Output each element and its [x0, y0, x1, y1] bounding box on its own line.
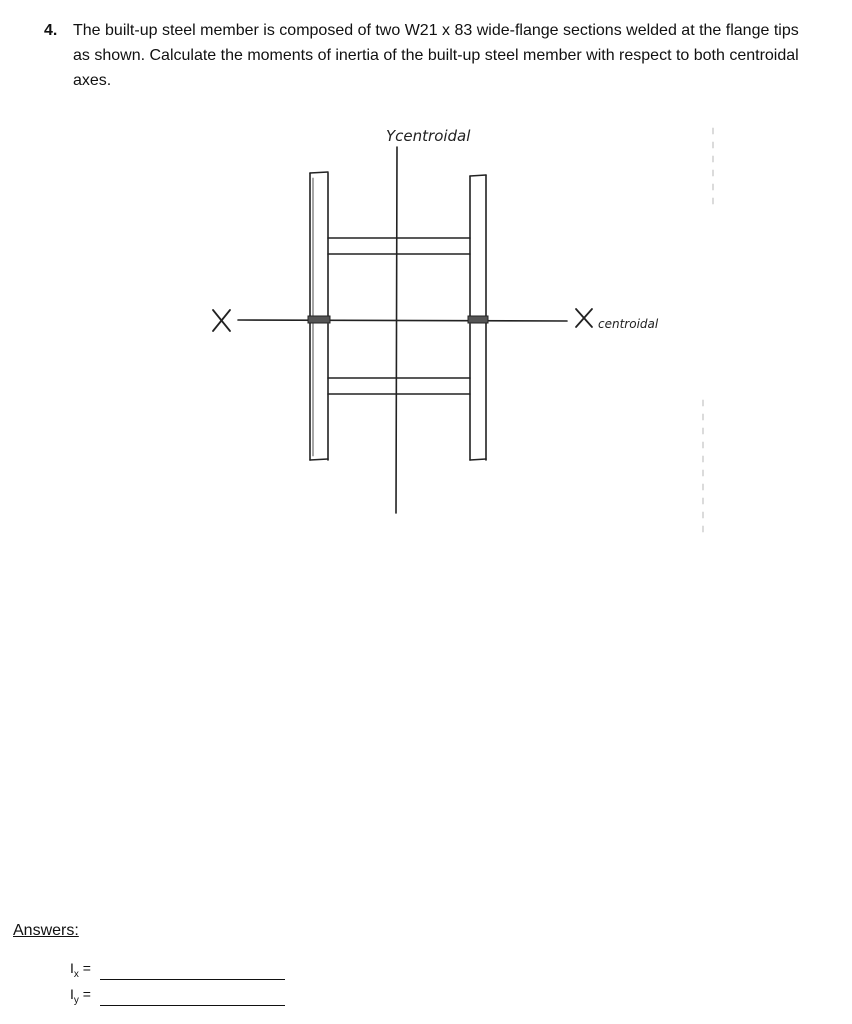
- y-axis-line: [396, 147, 397, 513]
- ix-answer-field[interactable]: [100, 965, 285, 980]
- x-axis-line: [238, 320, 567, 321]
- x-axis-right-label: centroidal: [598, 317, 659, 331]
- x-right-mark: [576, 309, 592, 327]
- right-flange: [470, 175, 486, 460]
- left-flange: [310, 172, 328, 460]
- ix-label: $I_x$ =: [70, 960, 91, 980]
- bottom-web: [328, 378, 470, 394]
- ix-answer-row: [70, 960, 285, 980]
- y-axis-label: Ycentroidal: [386, 127, 471, 145]
- x-left-mark: [213, 310, 230, 331]
- top-web: [328, 238, 470, 254]
- question-text: The built-up steel member is composed of two W21 x 83 wide-flange sections welded at the flange tips as shown. Calculate the moments of inertia of the built-up steel member with respect to both centroidal axes.: [73, 22, 799, 89]
- iy-answer-field[interactable]: [100, 991, 285, 1006]
- left-weld: [308, 316, 330, 323]
- answers-heading: Answers:: [13, 922, 79, 939]
- question-number: 4.: [44, 22, 58, 39]
- iy-answer-row: [70, 986, 285, 1006]
- right-weld: [468, 316, 488, 323]
- iy-label: $I_y$ =: [70, 986, 91, 1006]
- question-block: [44, 18, 804, 93]
